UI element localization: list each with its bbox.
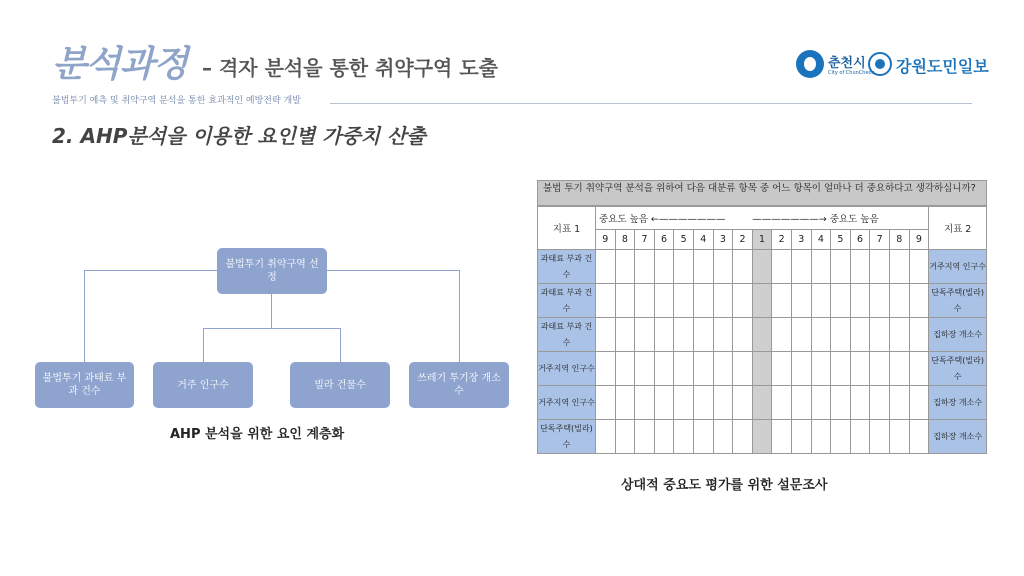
rating-cell[interactable] [791,318,811,352]
rating-cell[interactable] [615,318,635,352]
indicator1-cell: 거주지역 인구수 [538,386,596,420]
rating-cell[interactable] [811,386,831,420]
child-node: 빌라 건물수 [290,362,390,408]
rating-cell[interactable] [870,318,890,352]
rating-cell[interactable] [811,352,831,386]
gangwon-emblem-icon [868,52,892,76]
indicator1-cell: 단독주택(빌라) 수 [538,420,596,454]
rating-cell[interactable] [772,420,792,454]
scale-value: 2 [733,230,753,250]
scale-value: 5 [674,230,694,250]
rating-cell[interactable] [654,420,674,454]
section-heading: 2. AHP분석을 이용한 요인별 가중치 산출 [52,124,426,148]
diagram-caption: AHP 분석을 위한 요인 계층화 [170,427,345,442]
scale-value: 7 [635,230,655,250]
rating-cell[interactable] [752,318,772,352]
rating-cell[interactable] [752,250,772,284]
project-subtitle: 불법투기 예측 및 취약구역 분석을 통한 효과적인 예방전략 개발 [52,96,301,106]
rating-cell[interactable] [909,352,929,386]
scale-value: 2 [772,230,792,250]
rating-cell[interactable] [713,386,733,420]
rating-cell[interactable] [811,284,831,318]
rating-cell[interactable] [870,250,890,284]
indicator1-cell: 과태료 부과 건수 [538,318,596,352]
rating-cell[interactable] [772,352,792,386]
indicator1-cell: 거주지역 인구수 [538,352,596,386]
rating-cell[interactable] [654,352,674,386]
scale-value: 5 [831,230,851,250]
rating-cell[interactable] [615,250,635,284]
indicator2-header: 지표 2 [929,207,987,250]
indicator2-cell: 집하장 개소수 [929,420,987,454]
rating-cell[interactable] [791,352,811,386]
page-title: 분석과정 [52,44,188,85]
rating-cell[interactable] [635,352,655,386]
chuncheon-logo-text: 춘천시 [828,56,866,71]
rating-cell[interactable] [870,284,890,318]
rating-cell[interactable] [791,284,811,318]
indicator1-header: 지표 1 [538,207,596,250]
rating-cell[interactable] [733,352,753,386]
rating-cell[interactable] [635,420,655,454]
rating-cell[interactable] [654,386,674,420]
chuncheon-logo [796,48,875,82]
rating-cell[interactable] [889,250,909,284]
scale-value: 8 [889,230,909,250]
rating-cell[interactable] [596,352,616,386]
rating-cell[interactable] [713,420,733,454]
connector-line [203,328,204,362]
rating-cell[interactable] [693,284,713,318]
rating-cell[interactable] [654,284,674,318]
rating-cell[interactable] [850,352,870,386]
rating-cell[interactable] [831,420,851,454]
rating-cell[interactable] [791,386,811,420]
rating-cell[interactable] [693,318,713,352]
connector-line [459,270,460,362]
child-node: 쓰레기 투기장 개소수 [409,362,509,408]
rating-cell[interactable] [870,420,890,454]
importance-header-row [538,207,987,230]
rating-cell[interactable] [850,284,870,318]
comparison-row [538,386,987,420]
rating-cell[interactable] [674,386,694,420]
rating-cell[interactable] [635,386,655,420]
connector-line [326,270,460,271]
rating-cell[interactable] [889,420,909,454]
rating-cell[interactable] [674,250,694,284]
comparison-row [538,352,987,386]
child-node: 불법투기 과태료 부과 건수 [35,362,134,408]
rating-cell[interactable] [752,420,772,454]
header-divider [330,103,972,104]
connector-line [203,328,340,329]
rating-cell[interactable] [909,420,929,454]
importance-left-label: 중요도 높음 ←——————— [596,207,753,230]
comparison-row [538,420,987,454]
root-node: 불법투기 취약구역 선정 [217,248,327,294]
rating-cell[interactable] [615,386,635,420]
rating-cell[interactable] [596,318,616,352]
rating-cell[interactable] [850,250,870,284]
rating-cell[interactable] [772,284,792,318]
comparison-row [538,318,987,352]
rating-cell[interactable] [811,250,831,284]
rating-cell[interactable] [674,284,694,318]
rating-cell[interactable] [752,284,772,318]
rating-cell[interactable] [850,420,870,454]
chuncheon-emblem-icon [796,50,824,78]
rating-cell[interactable] [831,386,851,420]
rating-cell[interactable] [889,284,909,318]
scale-value: 9 [909,230,929,250]
rating-cell[interactable] [713,318,733,352]
survey-table [537,180,987,454]
indicator2-cell: 집하장 개소수 [929,318,987,352]
gangwon-logo-text: 강원도민일보 [896,57,989,76]
rating-cell[interactable] [635,250,655,284]
rating-cell[interactable] [654,250,674,284]
connector-line [271,294,272,328]
rating-cell[interactable] [693,420,713,454]
indicator2-cell: 거주지역 인구수 [929,250,987,284]
indicator2-cell: 집하장 개소수 [929,386,987,420]
rating-cell[interactable] [791,250,811,284]
survey-grid [537,206,987,454]
gangwon-logo [868,52,989,80]
rating-cell[interactable] [733,250,753,284]
rating-cell[interactable] [811,318,831,352]
connector-line [340,328,341,362]
rating-cell[interactable] [909,250,929,284]
rating-cell[interactable] [831,318,851,352]
scale-value: 7 [870,230,890,250]
connector-line [84,270,85,362]
rating-cell[interactable] [596,386,616,420]
scale-value: 8 [615,230,635,250]
scale-value: 3 [713,230,733,250]
scale-value: 4 [811,230,831,250]
rating-cell[interactable] [693,386,713,420]
rating-cell[interactable] [693,250,713,284]
rating-cell[interactable] [850,386,870,420]
scale-value: 4 [693,230,713,250]
rating-cell[interactable] [791,420,811,454]
rating-cell[interactable] [733,420,753,454]
rating-cell[interactable] [831,250,851,284]
rating-cell[interactable] [811,420,831,454]
scale-value: 6 [850,230,870,250]
rating-cell[interactable] [733,318,753,352]
rating-cell[interactable] [752,352,772,386]
rating-cell[interactable] [615,284,635,318]
rating-cell[interactable] [733,386,753,420]
rating-cell[interactable] [674,420,694,454]
rating-cell[interactable] [596,420,616,454]
rating-cell[interactable] [635,318,655,352]
rating-cell[interactable] [889,386,909,420]
survey-rows [538,250,987,454]
rating-cell[interactable] [909,284,929,318]
scale-row [538,230,987,250]
rating-cell[interactable] [654,318,674,352]
scale-value: 6 [654,230,674,250]
comparison-row [538,284,987,318]
scale-value-neutral: 1 [752,230,772,250]
chuncheon-logo-en: City of ChunCheon [828,70,875,76]
rating-cell[interactable] [615,352,635,386]
rating-cell[interactable] [674,352,694,386]
rating-cell[interactable] [850,318,870,352]
scale-value: 3 [791,230,811,250]
rating-cell[interactable] [713,250,733,284]
page-subtitle: – 격자 분석을 통한 취약구역 도출 [202,56,498,80]
rating-cell[interactable] [733,284,753,318]
rating-cell[interactable] [713,284,733,318]
rating-cell[interactable] [772,386,792,420]
rating-cell[interactable] [596,284,616,318]
rating-cell[interactable] [889,352,909,386]
scale-value: 9 [596,230,616,250]
rating-cell[interactable] [713,352,733,386]
rating-cell[interactable] [831,352,851,386]
rating-cell[interactable] [889,318,909,352]
comparison-row [538,250,987,284]
indicator2-cell: 단독주택(빌라) 수 [929,352,987,386]
rating-cell[interactable] [752,386,772,420]
indicator1-cell: 과태료 부과 건수 [538,250,596,284]
rating-cell[interactable] [909,386,929,420]
rating-cell[interactable] [870,352,890,386]
rating-cell[interactable] [674,318,694,352]
rating-cell[interactable] [772,318,792,352]
rating-cell[interactable] [909,318,929,352]
rating-cell[interactable] [635,284,655,318]
indicator1-cell: 과태료 부과 건수 [538,284,596,318]
rating-cell[interactable] [831,284,851,318]
rating-cell[interactable] [615,420,635,454]
rating-cell[interactable] [870,386,890,420]
rating-cell[interactable] [693,352,713,386]
indicator2-cell: 단독주택(빌라) 수 [929,284,987,318]
importance-right-label: ———————→ 중요도 높음 [752,207,928,230]
survey-caption: 상대적 중요도 평가를 위한 설문조사 [621,478,828,493]
connector-line [84,270,218,271]
child-node: 거주 인구수 [153,362,253,408]
survey-question: 불법 투기 취약구역 분석을 위하여 다음 대분류 항목 중 어느 항목이 얼마나 더 중요하다고 생각하십니까? [537,180,987,206]
rating-cell[interactable] [596,250,616,284]
rating-cell[interactable] [772,250,792,284]
